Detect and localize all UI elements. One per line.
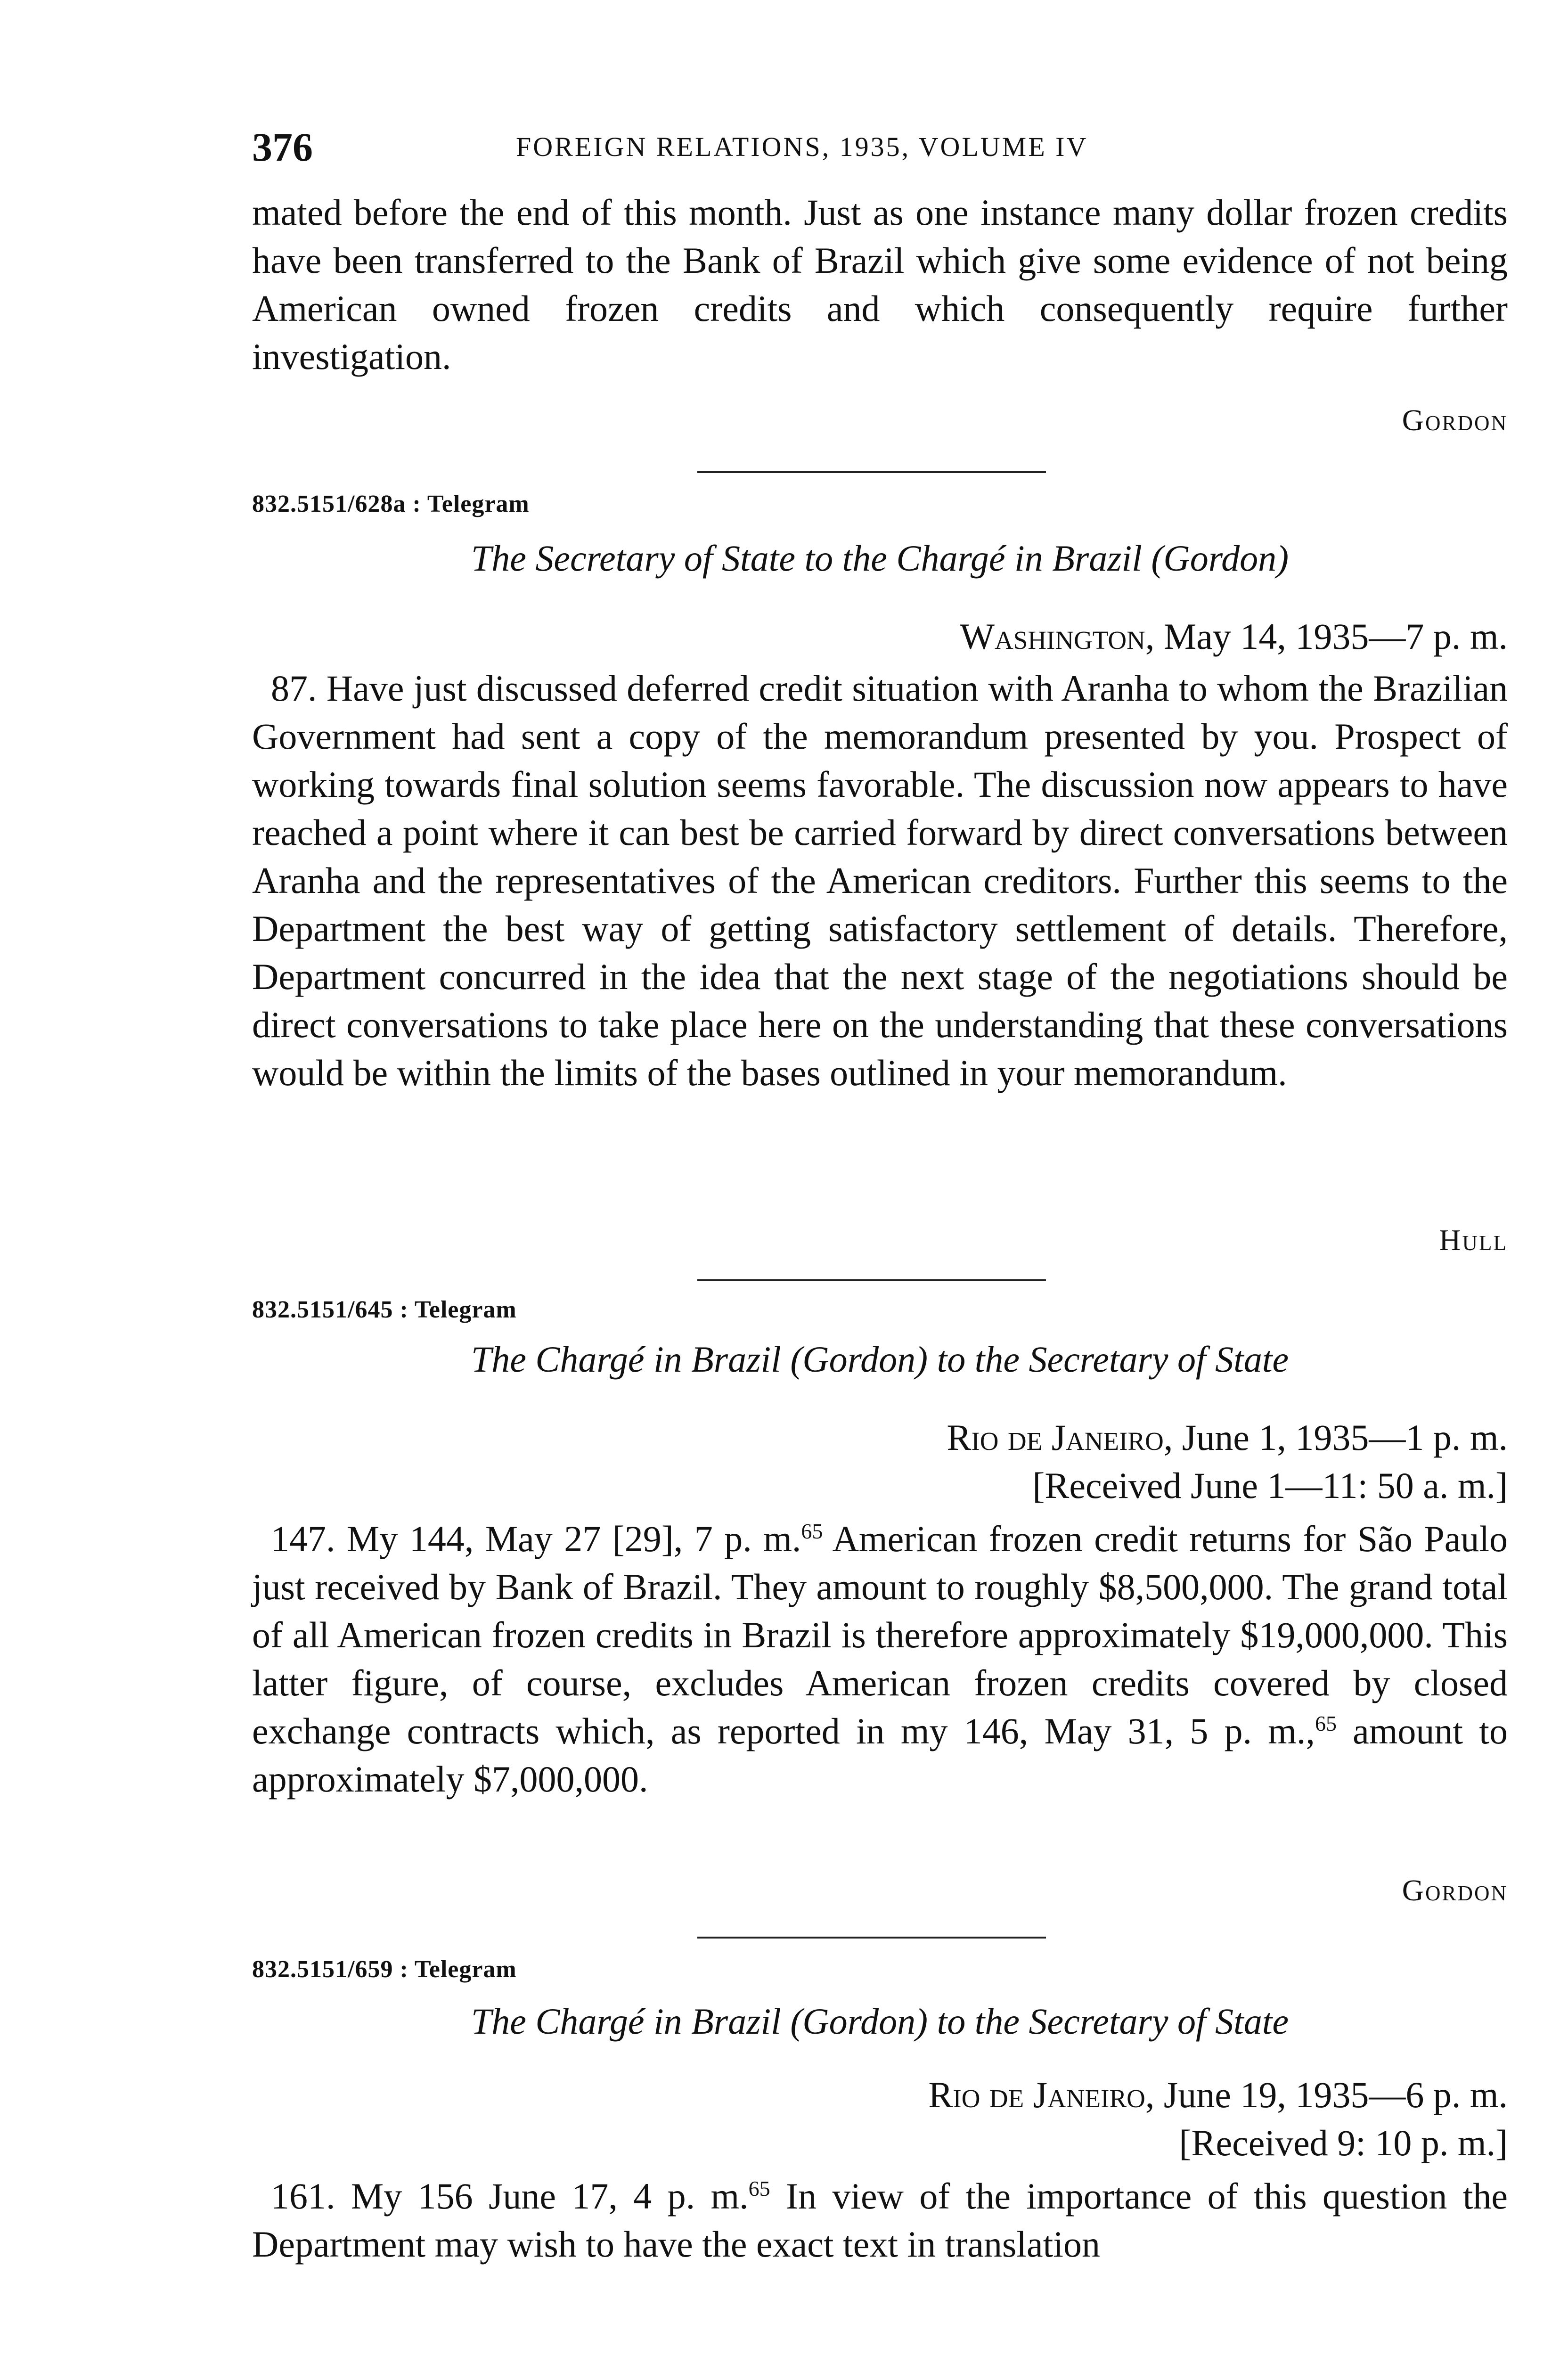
continuation-text: mated before the end of this month. Just as one instance many dollar frozen credits have been transferred to the Bank of Brazil which give some evidence of not being American owned frozen credits and which consequently require further investigation. — [252, 192, 1508, 377]
telegram-body — [252, 2172, 1508, 2268]
telegram-text — [252, 1515, 1508, 1803]
footnote-marker: 65 — [801, 1519, 823, 1543]
document-reference: 832.5151/628a : Telegram — [252, 491, 530, 517]
dateline-date: , June 1, 1935—1 p. m. — [1163, 1417, 1508, 1458]
telegram-text — [252, 2172, 1508, 2268]
section-divider — [697, 471, 1046, 473]
telegram-text: 87. Have just discussed deferred credit situation with Aranha to whom the Brazilian Government had sent a copy of the memorandum presented by you. Prospect of working towards final solution seems favorable. The discussion now appears to have reached a point where it can best be carried forward by direct conversations between Aranha and the representatives of the American creditors. Further this seems to the Department the best way of getting satisfactory settlement of details. Therefore, Department concurred in the idea that the next stage of the negotiations should be direct conversations to take place here on the understanding that these conversations would be within the limits of the bases outlined in your memorandum. — [252, 668, 1508, 1093]
dateline-place: Washington — [960, 616, 1145, 657]
section-divider — [697, 1937, 1046, 1939]
dateline-place: Rio de Janeiro — [947, 1417, 1164, 1458]
dateline-date: , June 19, 1935—6 p. m. — [1145, 2074, 1508, 2115]
page-header — [252, 123, 1505, 171]
dateline-place: Rio de Janeiro — [928, 2074, 1145, 2115]
signature-gordon-1: Gordon — [1402, 403, 1508, 437]
page-number: 376 — [252, 124, 313, 170]
telegram-text-part: American frozen credit returns for São Paulo just received by Bank of Brazil. They amount to roughly $8,500,000. The grand total of all American frozen credits in Brazil is therefore approximately $19,000,000. This latter figure, of course, excludes American frozen credits covered by closed exchange contracts which, as reported in my 146, May 31, 5 p. m., — [252, 1518, 1508, 1751]
document-reference: 832.5151/659 : Telegram — [252, 1956, 517, 1983]
document-title: The Chargé in Brazil (Gordon) to the Secretary of State — [471, 2001, 1289, 2042]
telegram-text-part: 161. My 156 June 17, 4 p. m. — [271, 2176, 749, 2217]
document-title: The Chargé in Brazil (Gordon) to the Secretary of State — [471, 1339, 1289, 1380]
signature-hull: Hull — [1439, 1223, 1508, 1257]
received-line: [Received 9: 10 p. m.] — [1179, 2122, 1508, 2163]
document-reference: 832.5151/645 : Telegram — [252, 1296, 517, 1323]
dateline — [947, 1414, 1508, 1510]
section-divider — [697, 1279, 1046, 1281]
document-title: The Secretary of State to the Chargé in Brazil (Gordon) — [471, 538, 1289, 579]
dateline-date: , May 14, 1935—7 p. m. — [1145, 616, 1508, 657]
footnote-marker: 65 — [748, 2176, 770, 2201]
signature-gordon-2: Gordon — [1402, 1873, 1508, 1907]
dateline — [928, 2071, 1508, 2167]
telegram-text-part: In view of the importance of this question the Department may wish to have the exact text in translation — [252, 2176, 1508, 2265]
running-head: FOREIGN RELATIONS, 1935, VOLUME IV — [516, 131, 1088, 162]
telegram-body — [252, 664, 1508, 1097]
telegram-text-part: 147. My 144, May 27 [29], 7 p. m. — [271, 1518, 801, 1559]
telegram-text-part: amount to approximately $7,000,000. — [252, 1710, 1508, 1800]
footnote-marker: 65 — [1315, 1711, 1337, 1735]
dateline — [960, 613, 1508, 661]
continuation-paragraph — [252, 188, 1508, 381]
telegram-body — [252, 1515, 1508, 1803]
received-line: [Received June 1—11: 50 a. m.] — [1032, 1465, 1508, 1506]
